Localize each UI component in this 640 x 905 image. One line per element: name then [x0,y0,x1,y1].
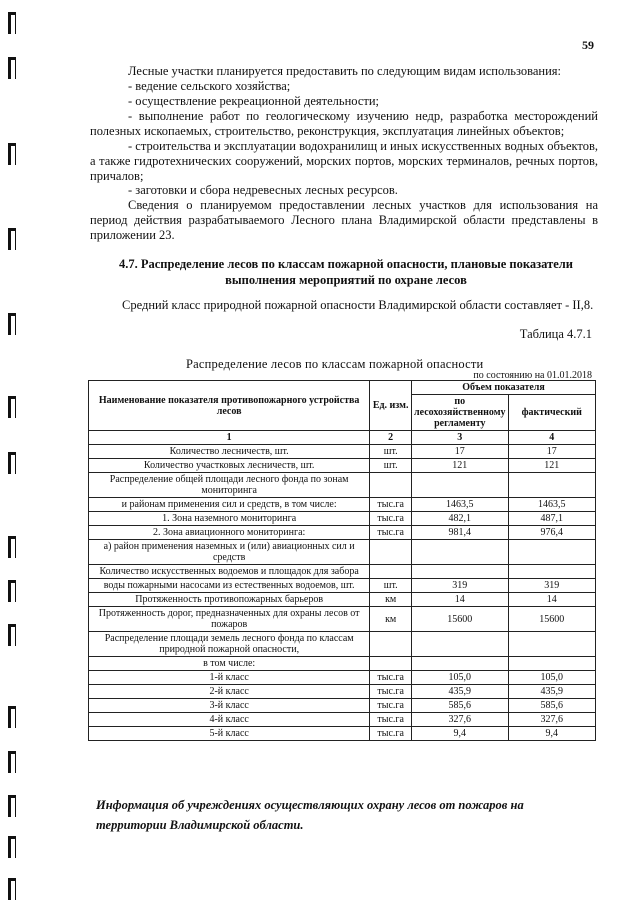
row-plan-value [412,565,509,579]
row-unit [370,565,412,579]
table-row [89,727,596,741]
binder-mark [8,878,16,900]
section-text: Средний класс природной пожарной опасности Владимирской области составляет - II,8. [122,298,594,312]
intro-lead: Лесные участки планируется предоставить по следующим видам использования: [128,64,562,78]
binder-mark [8,313,16,335]
row-fact-value: 327,6 [508,713,595,727]
row-unit: тыс.га [370,727,412,741]
row-unit: км [370,607,412,632]
row-unit [370,632,412,657]
table-row [89,579,596,593]
row-plan-value: 981,4 [412,526,509,540]
row-fact-value: 17 [508,445,595,459]
row-name: Протяженность противопожарных барьеров [89,593,370,607]
row-fact-value: 1463,5 [508,498,595,512]
row-fact-value [508,632,595,657]
table-row [89,632,596,657]
binder-mark [8,624,16,646]
row-plan-value [412,632,509,657]
binder-mark [8,143,16,165]
intro-item-5: - заготовки и сбора недревесных лесных ресурсов. [128,183,398,197]
row-fact-value [508,657,595,671]
intro-item-3: - выполнение работ по геологическому изучению недр, разработка месторождений полезных ископаемых, строительство, реконструкция, эксплуатация линейных объектов; [90,109,598,138]
row-unit [370,473,412,498]
intro-item-1: - ведение сельского хозяйства; [128,79,291,93]
col-number: 1 [89,431,370,445]
table-row [89,445,596,459]
row-name: Распределение общей площади лесного фонда по зонам мониторинга [89,473,370,498]
table-number: Таблица 4.7.1 [519,327,592,341]
row-plan-value: 435,9 [412,685,509,699]
table-row [89,540,596,565]
binder-mark [8,452,16,474]
row-name: 5-й класс [89,727,370,741]
row-unit: тыс.га [370,498,412,512]
row-fact-value: 9,4 [508,727,595,741]
fire-danger-table [88,380,596,741]
binder-mark [8,396,16,418]
row-unit: шт. [370,445,412,459]
row-plan-value: 121 [412,459,509,473]
footer-note: Информация об учреждениях осуществляющих охрану лесов от пожаров на территории Владимирской области. [96,798,524,832]
row-name: Распределение площади земель лесного фонда по классам природной пожарной опасности, [89,632,370,657]
binder-mark [8,706,16,728]
row-fact-value [508,540,595,565]
row-plan-value: 327,6 [412,713,509,727]
intro-closing: Сведения о планируемом предоставлении лесных участков для использования на период действия разрабатываемого Лесного плана Владимирской области представлены в приложении 23. [90,198,598,242]
row-plan-value [412,540,509,565]
row-unit: тыс.га [370,671,412,685]
intro-item-4: - строительства и эксплуатации водохранилищ и иных искусственных водных объектов, а также гидротехнических сооружений, морских портов, морских терминалов, речных портов, причалов; [90,139,598,183]
row-name: Количество лесничеств, шт. [89,445,370,459]
intro-item-2: - осуществление рекреационной деятельности; [128,94,380,108]
row-plan-value [412,657,509,671]
row-fact-value: 976,4 [508,526,595,540]
binder-mark [8,580,16,602]
row-fact-value: 121 [508,459,595,473]
row-plan-value: 14 [412,593,509,607]
header-volume: Объем показателя [412,381,596,395]
row-plan-value: 482,1 [412,512,509,526]
row-unit: тыс.га [370,713,412,727]
row-unit: тыс.га [370,526,412,540]
row-fact-value: 585,6 [508,699,595,713]
row-name: 1. Зона наземного мониторинга [89,512,370,526]
row-unit [370,657,412,671]
table-row [89,473,596,498]
table-row [89,713,596,727]
row-unit: тыс.га [370,685,412,699]
row-plan-value: 1463,5 [412,498,509,512]
col-number: 3 [412,431,509,445]
table-row [89,685,596,699]
row-name: Количество участковых лесничеств, шт. [89,459,370,473]
header-actual: фактический [508,395,595,431]
row-plan-value: 17 [412,445,509,459]
section-heading: 4.7. Распределение лесов по классам пожарной опасности, плановые показатели выполнения мероприятий по охране лесов [119,257,573,287]
row-name: в том числе: [89,657,370,671]
row-name: 3-й класс [89,699,370,713]
row-name: 2-й класс [89,685,370,699]
table-body [89,445,596,741]
row-plan-value [412,473,509,498]
row-name: а) район применения наземных и (или) авиационных сил и средств [89,540,370,565]
row-plan-value: 319 [412,579,509,593]
binder-mark [8,836,16,858]
col-number: 4 [508,431,595,445]
row-fact-value: 487,1 [508,512,595,526]
row-plan-value: 15600 [412,607,509,632]
binder-mark [8,12,16,34]
row-unit: шт. [370,579,412,593]
table-row [89,565,596,579]
row-fact-value: 15600 [508,607,595,632]
row-unit [370,540,412,565]
row-unit: шт. [370,459,412,473]
table-row [89,498,596,512]
row-name: и районам применения сил и средств, в том числе: [89,498,370,512]
page-number: 59 [582,38,594,52]
header-name: Наименование показателя противопожарного устройства лесов [89,381,370,431]
row-name: Количество искусственных водоемов и площадок для забора [89,565,370,579]
table-row [89,593,596,607]
row-plan-value: 105,0 [412,671,509,685]
table-row [89,607,596,632]
row-plan-value: 585,6 [412,699,509,713]
row-name: 2. Зона авиационного мониторинга: [89,526,370,540]
row-unit: тыс.га [370,512,412,526]
table-as-of-date: по состоянию на 01.01.2018 [473,370,592,381]
row-fact-value: 319 [508,579,595,593]
header-unit: Ед. изм. [370,381,412,431]
binder-mark [8,228,16,250]
row-fact-value: 435,9 [508,685,595,699]
binder-mark [8,536,16,558]
row-name: Протяженность дорог, предназначенных для охраны лесов от пожаров [89,607,370,632]
row-fact-value: 14 [508,593,595,607]
table-row [89,699,596,713]
row-name: 4-й класс [89,713,370,727]
row-unit: тыс.га [370,699,412,713]
col-number: 2 [370,431,412,445]
row-name: 1-й класс [89,671,370,685]
binder-mark [8,751,16,773]
table-row [89,459,596,473]
row-fact-value [508,473,595,498]
row-fact-value: 105,0 [508,671,595,685]
binder-mark [8,795,16,817]
table-row [89,671,596,685]
row-name: воды пожарными насосами из естественных водоемов, шт. [89,579,370,593]
row-fact-value [508,565,595,579]
row-plan-value: 9,4 [412,727,509,741]
table-row [89,657,596,671]
header-by-regulation: по лесохозяйственному регламенту [412,395,509,431]
row-unit: км [370,593,412,607]
table-row [89,526,596,540]
table-row [89,512,596,526]
binder-mark [8,57,16,79]
table-caption: Распределение лесов по классам пожарной опасности [186,357,484,371]
